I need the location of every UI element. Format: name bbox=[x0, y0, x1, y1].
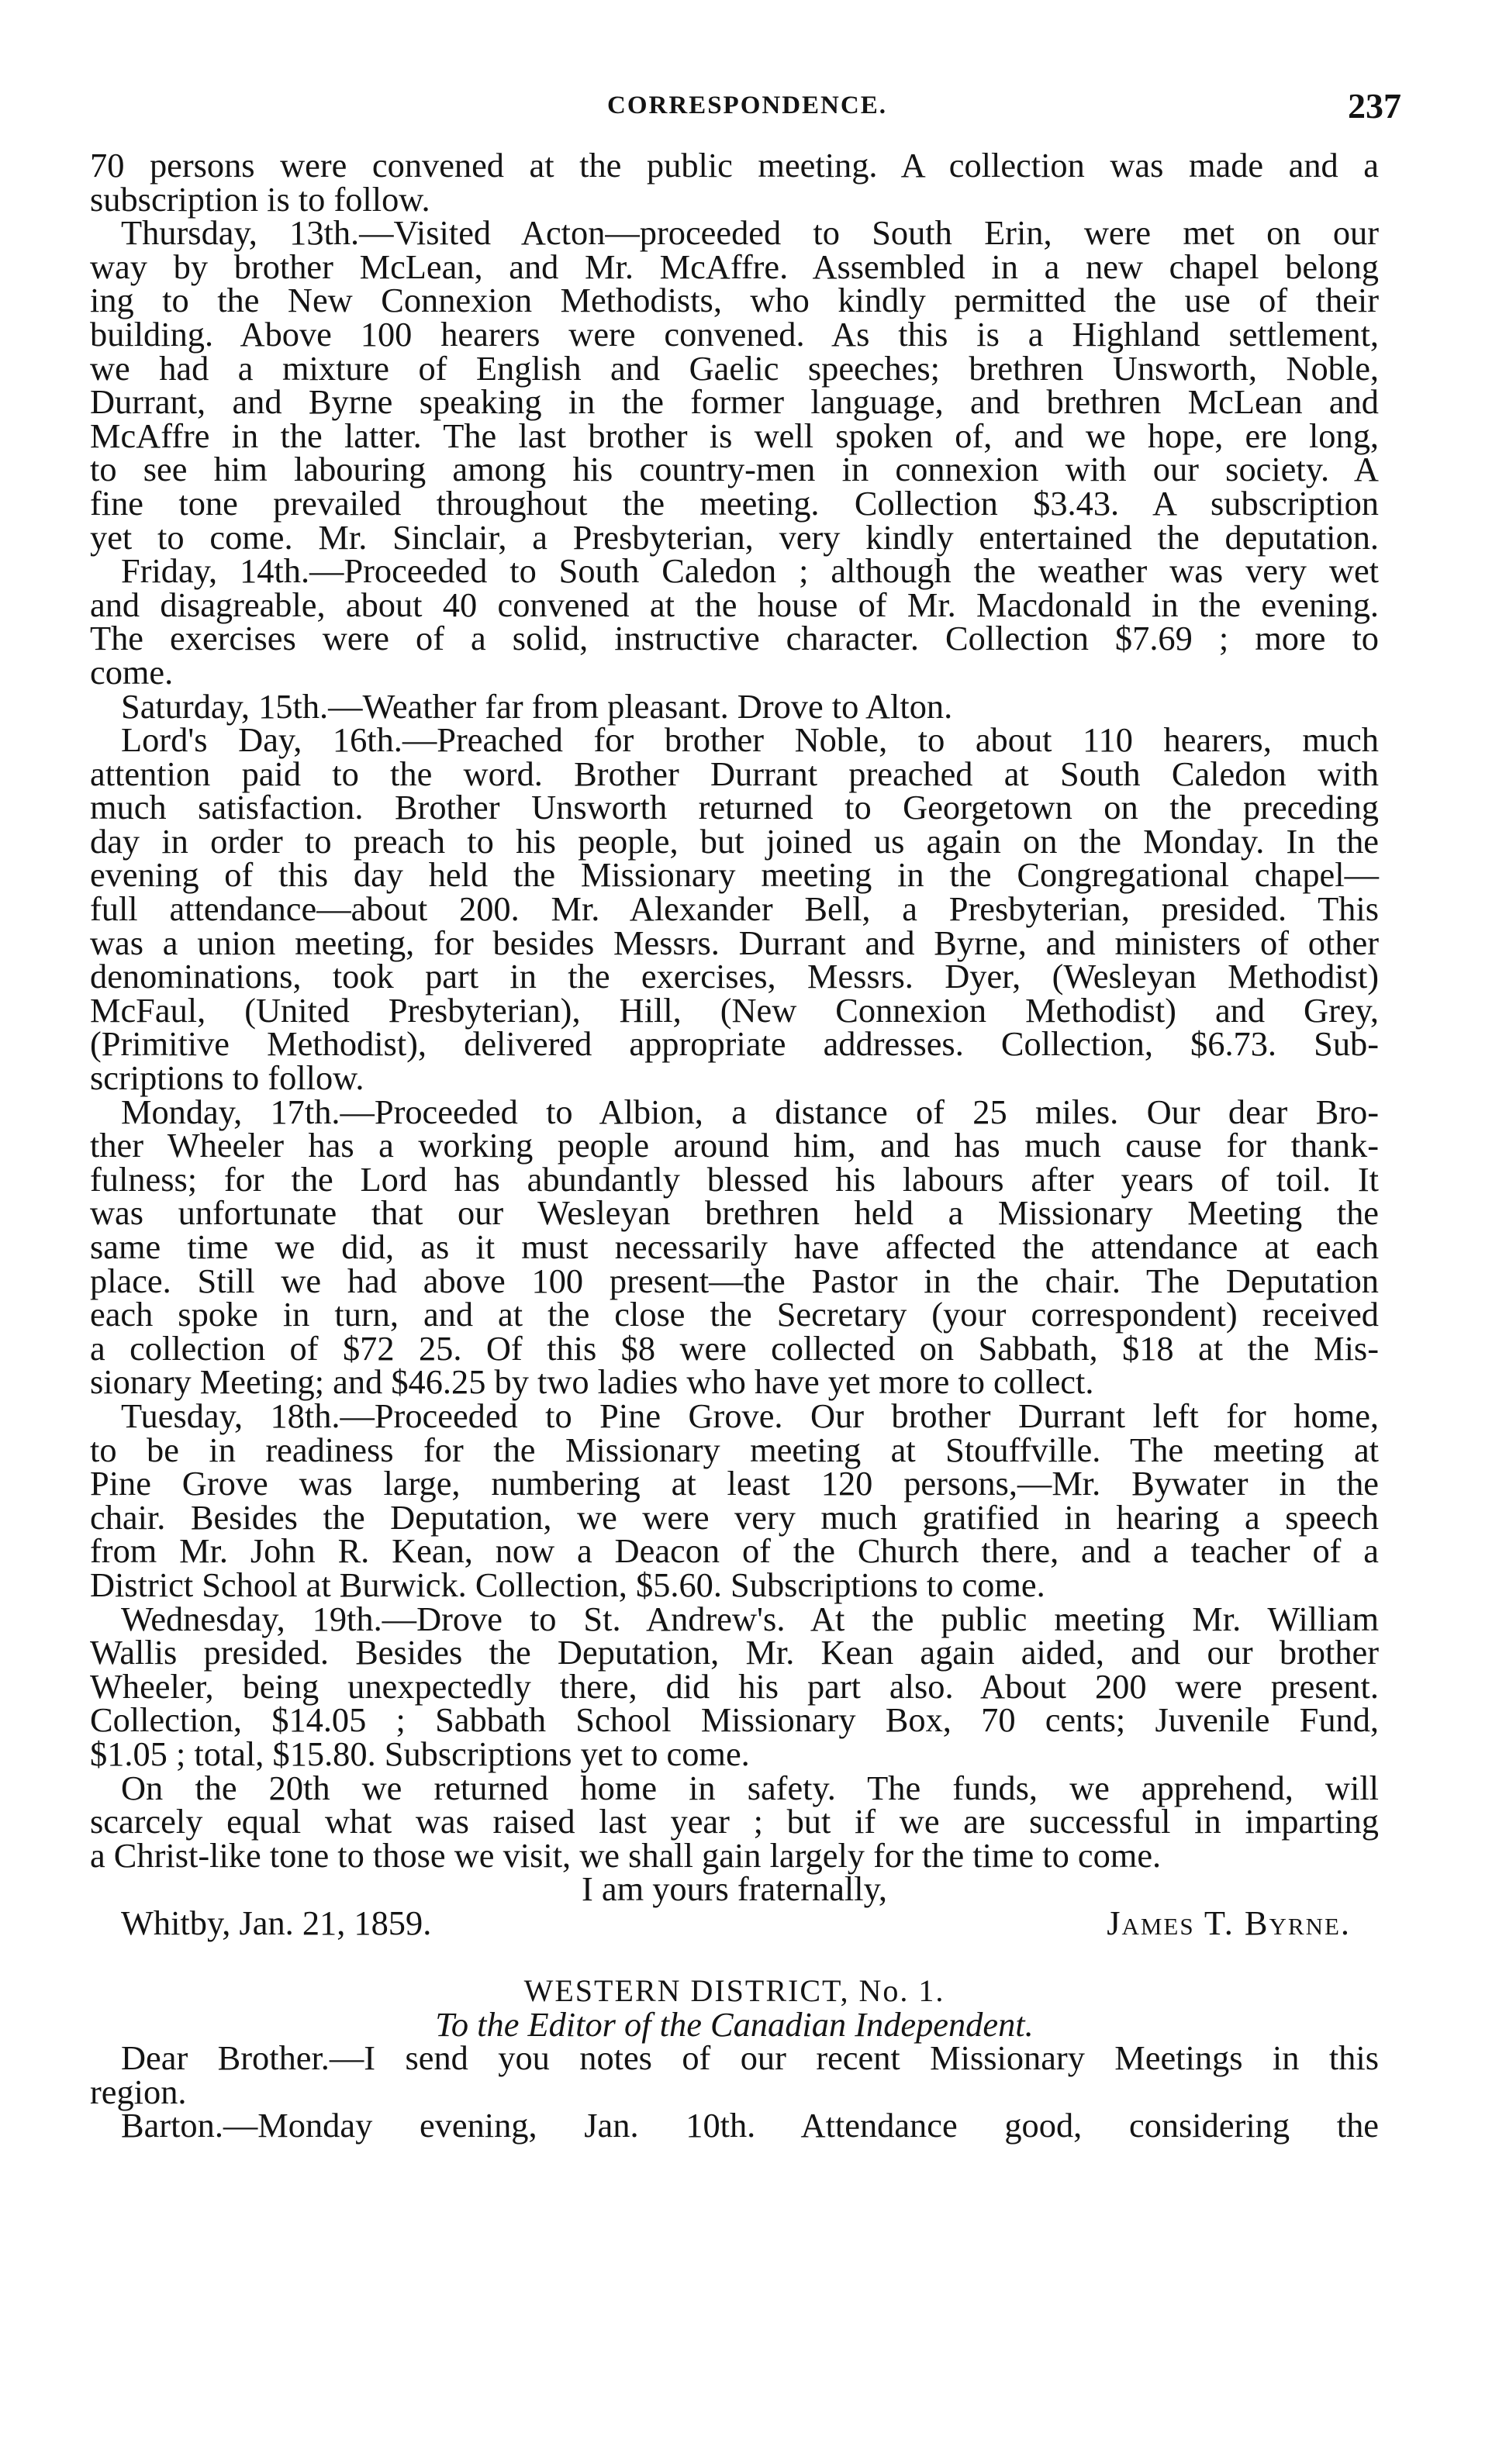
text-line: Collection, $14.05 ; Sabbath School Missionary Box, 70 cents; Juvenile Fund, bbox=[90, 1700, 1379, 1740]
signature-row bbox=[90, 1903, 1379, 1942]
text-line: Wallis presided. Besides the Deputation, Mr. Kean again aided, and our brother bbox=[90, 1633, 1379, 1672]
text-line: $1.05 ; total, $15.80. Subscriptions yet to come. bbox=[90, 1734, 750, 1773]
text-line: Monday, 17th.—Proceeded to Albion, a distance of 25 miles. Our dear Bro- bbox=[121, 1092, 1379, 1131]
text-line: subscription is to follow. bbox=[90, 179, 430, 219]
text-line: chair. Besides the Deputation, we were very much gratified in hearing a speech bbox=[90, 1497, 1379, 1537]
text-line: denominations, took part in the exercises, Messrs. Dyer, (Wesleyan Methodist) bbox=[90, 957, 1379, 996]
text-line: full attendance—about 200. Mr. Alexander Bell, a Presbyterian, presided. This bbox=[90, 889, 1379, 929]
section-spacer bbox=[90, 1940, 1379, 1974]
text-line: was a union meeting, for besides Messrs. Durrant and Byrne, and ministers of other bbox=[90, 923, 1379, 962]
text-line: to be in readiness for the Missionary meeting at Stouffville. The meeting at bbox=[90, 1430, 1379, 1469]
section-subheading: To the Editor of the Canadian Independent. bbox=[435, 2004, 1034, 2044]
text-line: fulness; for the Lord has abundantly blessed his labours after years of toil. It bbox=[90, 1159, 1379, 1199]
running-head bbox=[93, 86, 1401, 133]
text-line: Wednesday, 19th.—Drove to St. Andrew's. At the public meeting Mr. William bbox=[121, 1599, 1379, 1638]
text-line: each spoke in turn, and at the close the Secretary (your correspondent) received bbox=[90, 1295, 1379, 1334]
text-line: way by brother McLean, and Mr. McAffre. Assembled in a new chapel belong bbox=[90, 247, 1379, 286]
text-line: Durrant, and Byrne speaking in the former language, and brethren McLean and bbox=[90, 382, 1379, 422]
body-text bbox=[90, 146, 1379, 2145]
text-line: place. Still we had above 100 present—the Pastor in the chair. The Deputation bbox=[90, 1261, 1379, 1300]
text-line: from Mr. John R. Kean, now a Deacon of the Church there, and a teacher of a bbox=[90, 1531, 1379, 1571]
running-title: CORRESPONDENCE. bbox=[607, 91, 887, 119]
text-line: attention paid to the word. Brother Durrant preached at South Caledon with bbox=[90, 754, 1379, 793]
text-line: Pine Grove was large, numbering at least 120 persons,—Mr. Bywater in the bbox=[90, 1464, 1379, 1503]
text-line: Saturday, 15th.—Weather far from pleasant. Drove to Alton. bbox=[121, 686, 953, 726]
text-line: we had a mixture of English and Gaelic speeches; brethren Unsworth, Noble, bbox=[90, 348, 1379, 388]
text-line: District School at Burwick. Collection, $5.60. Subscriptions to come. bbox=[90, 1565, 1045, 1604]
text-line: scarcely equal what was raised last year ; but if we are successful in imparting bbox=[90, 1802, 1379, 1841]
signature: James T. Byrne. bbox=[1107, 1903, 1351, 1942]
text-line: same time we did, as it must necessarily have affected the attendance at each bbox=[90, 1227, 1379, 1266]
text-line: building. Above 100 hearers were convened. As this is a Highland settlement, bbox=[90, 314, 1379, 354]
text-line: Dear Brother.—I send you notes of our recent Missionary Meetings in this bbox=[121, 2038, 1379, 2078]
text-line: Friday, 14th.—Proceeded to South Caledon ; although the weather was very wet bbox=[121, 551, 1379, 591]
text-line: Wheeler, being unexpectedly there, did his part also. About 200 were present. bbox=[90, 1666, 1379, 1706]
text-line: The exercises were of a solid, instructive character. Collection $7.69 ; more to bbox=[90, 619, 1379, 658]
text-line: yet to come. Mr. Sinclair, a Presbyterian, very kindly entertained the deputation. bbox=[90, 517, 1379, 557]
text-line: scriptions to follow. bbox=[90, 1058, 364, 1098]
text-line: to see him labouring among his country-men in connexion with our society. A bbox=[90, 450, 1379, 489]
text-line: Barton.—Monday evening, Jan. 10th. Attendance good, considering the bbox=[121, 2106, 1379, 2145]
text-line: Thursday, 13th.—Visited Acton—proceeded to South Erin, were met on our bbox=[121, 213, 1379, 253]
text-line: ther Wheeler has a working people around him, and has much cause for thank- bbox=[90, 1126, 1379, 1165]
text-line: come. bbox=[90, 652, 174, 692]
text-line: (Primitive Methodist), delivered appropriate addresses. Collection, $6.73. Sub- bbox=[90, 1024, 1379, 1064]
text-line: and disagreable, about 40 convened at the house of Mr. Macdonald in the evening. bbox=[90, 585, 1379, 624]
text-line: a collection of $72 25. Of this $8 were collected on Sabbath, $18 at the Mis- bbox=[90, 1328, 1379, 1368]
text-line: evening of this day held the Missionary meeting in the Congregational chapel— bbox=[90, 855, 1379, 895]
text-line: Tuesday, 18th.—Proceeded to Pine Grove. Our brother Durrant left for home, bbox=[121, 1396, 1379, 1435]
text-line: Lord's Day, 16th.—Preached for brother Noble, to about 110 hearers, much bbox=[121, 720, 1379, 760]
text-line: was unfortunate that our Wesleyan brethren held a Missionary Meeting the bbox=[90, 1193, 1379, 1233]
text-line: region. bbox=[90, 2072, 187, 2111]
text-line: a Christ-like tone to those we visit, we shall gain largely for the time to come. bbox=[90, 1835, 1162, 1875]
place-date: Whitby, Jan. 21, 1859. bbox=[121, 1903, 432, 1942]
text-line: ing to the New Connexion Methodists, who kindly permitted the use of their bbox=[90, 281, 1379, 320]
text-line: day in order to preach to his people, but joined us again on the Monday. In the bbox=[90, 821, 1379, 861]
closing-line: I am yours fraternally, bbox=[581, 1869, 887, 1909]
section-heading: WESTERN DISTRICT, No. 1. bbox=[523, 1973, 945, 2009]
text-line: much satisfaction. Brother Unsworth returned to Georgetown on the preceding bbox=[90, 788, 1379, 827]
text-line: On the 20th we returned home in safety. The funds, we apprehend, will bbox=[121, 1768, 1379, 1807]
text-line: fine tone prevailed throughout the meeting. Collection $3.43. A subscription bbox=[90, 483, 1379, 523]
text-line: sionary Meeting; and $46.25 by two ladies who have yet more to collect. bbox=[90, 1362, 1094, 1402]
page-number: 237 bbox=[1348, 86, 1401, 126]
text-line: McAffre in the latter. The last brother is well spoken of, and we hope, ere long, bbox=[90, 416, 1379, 455]
text-line: 70 persons were convened at the public meeting. A collection was made and a bbox=[90, 146, 1379, 185]
text-line: McFaul, (United Presbyterian), Hill, (New Connexion Methodist) and Grey, bbox=[90, 990, 1379, 1030]
